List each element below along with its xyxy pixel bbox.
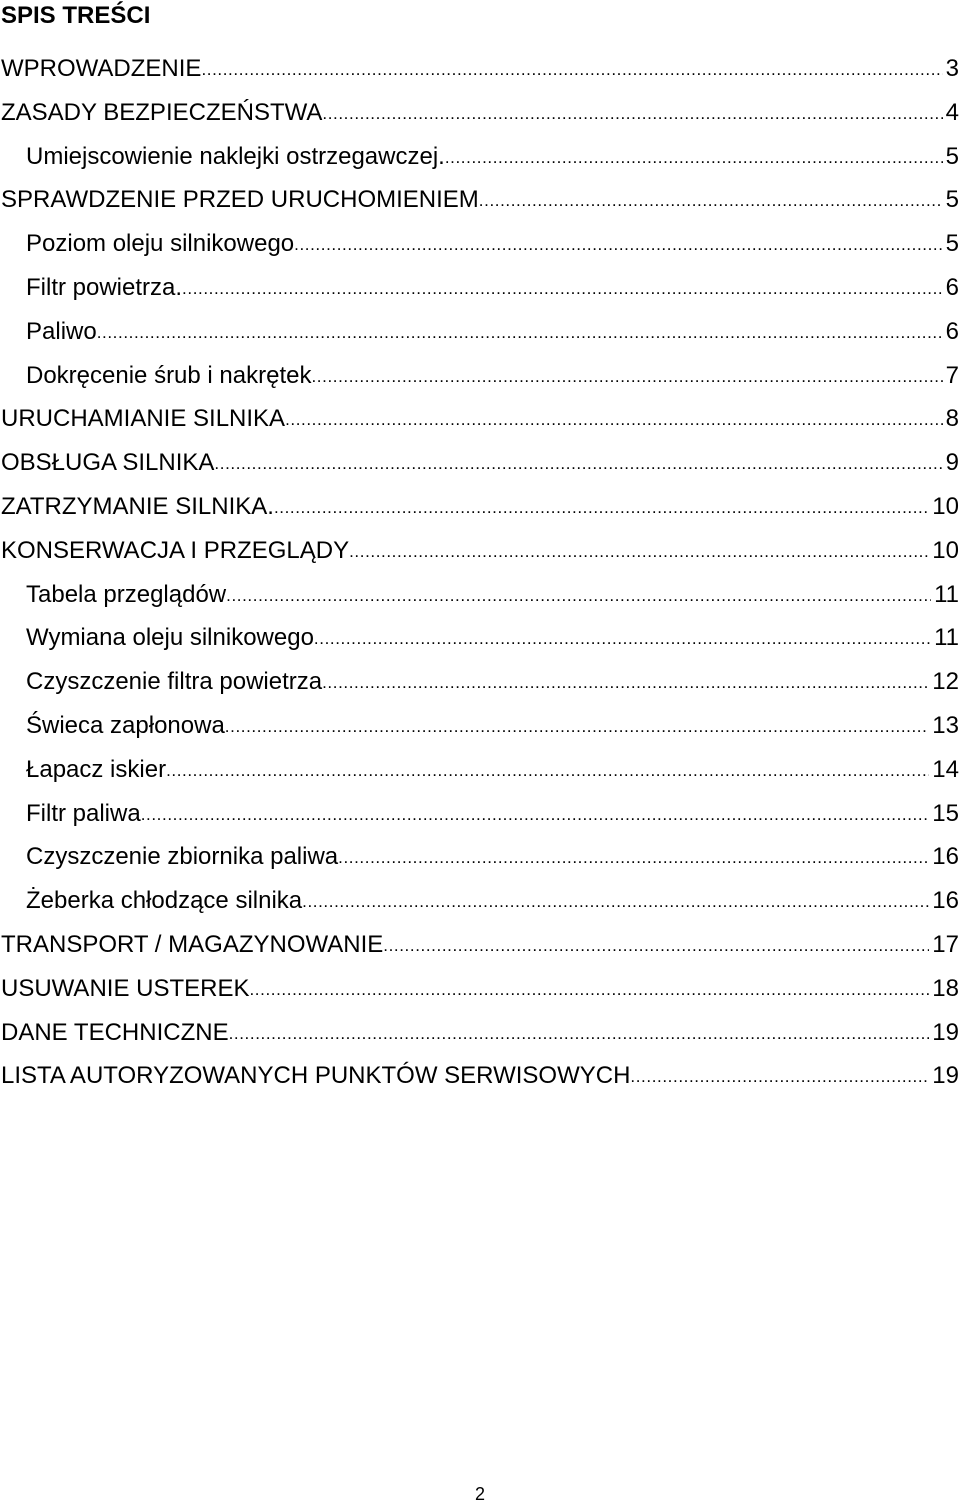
toc-entry-page: 12 (932, 668, 959, 696)
toc-entry-page: 16 (932, 887, 959, 915)
dot-leader (182, 272, 943, 306)
toc-entry-title: DANE TECHNICZNE (1, 1018, 229, 1046)
toc-entry-title: Dokręcenie śrub i nakrętek (26, 361, 312, 389)
dot-leader (229, 1017, 930, 1051)
toc-entry-title: Świeca zapłonowa (26, 711, 225, 739)
toc-entry[interactable] (1, 665, 959, 709)
toc-entry-page: 10 (932, 536, 959, 564)
page-number: 2 (474, 1484, 485, 1504)
dot-leader (322, 666, 929, 700)
dot-leader (274, 491, 929, 525)
toc-entry[interactable] (1, 52, 959, 96)
toc-entry[interactable] (1, 96, 959, 140)
toc-entry[interactable] (1, 884, 959, 928)
toc-entry-page: 18 (932, 974, 959, 1002)
toc-entry-page: 6 (945, 317, 959, 345)
toc-entry-page: 6 (945, 273, 959, 301)
toc-entry[interactable] (1, 183, 959, 227)
dot-leader (479, 184, 943, 218)
toc-entry-page: 4 (945, 98, 959, 126)
toc-entry-page: 5 (945, 186, 959, 214)
toc-entry-title: Czyszczenie filtra powietrza (26, 668, 323, 696)
dot-leader (225, 710, 930, 744)
toc-entry[interactable] (1, 928, 959, 972)
toc-entry-title: Poziom oleju silnikowego (26, 230, 295, 258)
toc-entry-page: 11 (934, 624, 959, 652)
toc-entry-title: OBSŁUGA SILNIKA (1, 449, 215, 477)
dot-leader (141, 798, 930, 832)
toc-entry-page: 10 (932, 492, 959, 520)
toc-entry-page: 7 (945, 361, 959, 389)
toc-entry[interactable] (1, 621, 959, 665)
toc-entry[interactable] (1, 1016, 959, 1060)
dot-leader (322, 97, 942, 131)
dot-leader (311, 360, 942, 394)
toc-entry[interactable] (1, 227, 959, 271)
toc-entry-title: Umiejscowienie naklejki ostrzegawczej. (26, 142, 445, 170)
dot-leader (226, 579, 931, 613)
toc-entry-page: 8 (945, 405, 959, 433)
toc-entry-page: 13 (932, 711, 959, 739)
toc-entry-title: LISTA AUTORYZOWANYCH PUNKTÓW SERWISOWYCH (1, 1062, 631, 1090)
toc-entry-page: 15 (932, 799, 959, 827)
dot-leader (349, 535, 929, 569)
toc-entry-title: WPROWADZENIE (1, 55, 202, 82)
dot-leader (630, 1060, 929, 1094)
toc-entry-title: KONSERWACJA I PRZEGLĄDY (1, 536, 350, 564)
toc-entry-title: SPRAWDZENIE PRZED URUCHOMIENIEM (1, 186, 479, 214)
toc-entry[interactable] (1, 753, 959, 797)
toc-entry-page: 3 (945, 55, 959, 82)
toc-entry[interactable] (1, 359, 959, 403)
toc-entry-title: Żeberka chłodzące silnika (26, 887, 303, 915)
toc-entry[interactable] (1, 534, 959, 578)
dot-leader (285, 403, 943, 437)
toc-entry-title: Tabela przeglądów (26, 580, 227, 608)
toc-entry[interactable] (1, 490, 959, 534)
table-of-contents (1, 52, 959, 1103)
toc-entry-page: 11 (934, 580, 959, 608)
toc-entry-title: TRANSPORT / MAGAZYNOWANIE (1, 930, 384, 958)
toc-entry-page: 19 (932, 1018, 959, 1046)
dot-leader (214, 447, 942, 481)
toc-entry-page: 19 (932, 1062, 959, 1090)
toc-entry-title: Czyszczenie zbiornika paliwa (26, 843, 339, 871)
toc-entry-title: Łapacz iskier (26, 755, 167, 783)
dot-leader (166, 754, 929, 788)
toc-entry[interactable] (1, 840, 959, 884)
toc-entry[interactable] (1, 797, 959, 841)
toc-entry[interactable] (1, 315, 959, 359)
dot-leader (383, 929, 929, 963)
toc-entry-page: 14 (932, 755, 959, 783)
dot-leader (201, 53, 942, 87)
toc-entry-title: URUCHAMIANIE SILNIKA (1, 405, 286, 433)
toc-entry-page: 16 (932, 843, 959, 871)
dot-leader (294, 228, 943, 262)
toc-entry-title: Filtr powietrza. (26, 273, 183, 301)
toc-entry-title: USUWANIE USTEREK (1, 974, 250, 1002)
toc-entry-title: Paliwo (26, 317, 97, 345)
toc-heading: SPIS TREŚCI (1, 2, 151, 29)
dot-leader (249, 973, 929, 1007)
toc-entry[interactable] (1, 709, 959, 753)
toc-entry-title: Wymiana oleju silnikowego (26, 624, 314, 652)
dot-leader (338, 841, 929, 875)
toc-entry[interactable] (1, 271, 959, 315)
dot-leader (314, 622, 931, 656)
toc-entry[interactable] (1, 1059, 959, 1103)
toc-entry[interactable] (1, 578, 959, 622)
toc-entry-title: Filtr paliwa (26, 799, 141, 827)
toc-entry-page: 17 (932, 930, 959, 958)
toc-entry-page: 9 (945, 449, 959, 477)
toc-entry[interactable] (1, 446, 959, 490)
toc-entry-page: 5 (945, 142, 959, 170)
toc-entry-page: 5 (945, 230, 959, 258)
dot-leader (445, 141, 943, 175)
toc-entry[interactable] (1, 402, 959, 446)
toc-entry[interactable] (1, 140, 959, 184)
dot-leader (302, 885, 929, 919)
toc-entry-title: ZATRZYMANIE SILNIKA. (1, 492, 274, 520)
dot-leader (97, 316, 943, 350)
toc-entry-title: ZASADY BEZPIECZEŃSTWA (1, 98, 323, 126)
toc-entry[interactable] (1, 972, 959, 1016)
